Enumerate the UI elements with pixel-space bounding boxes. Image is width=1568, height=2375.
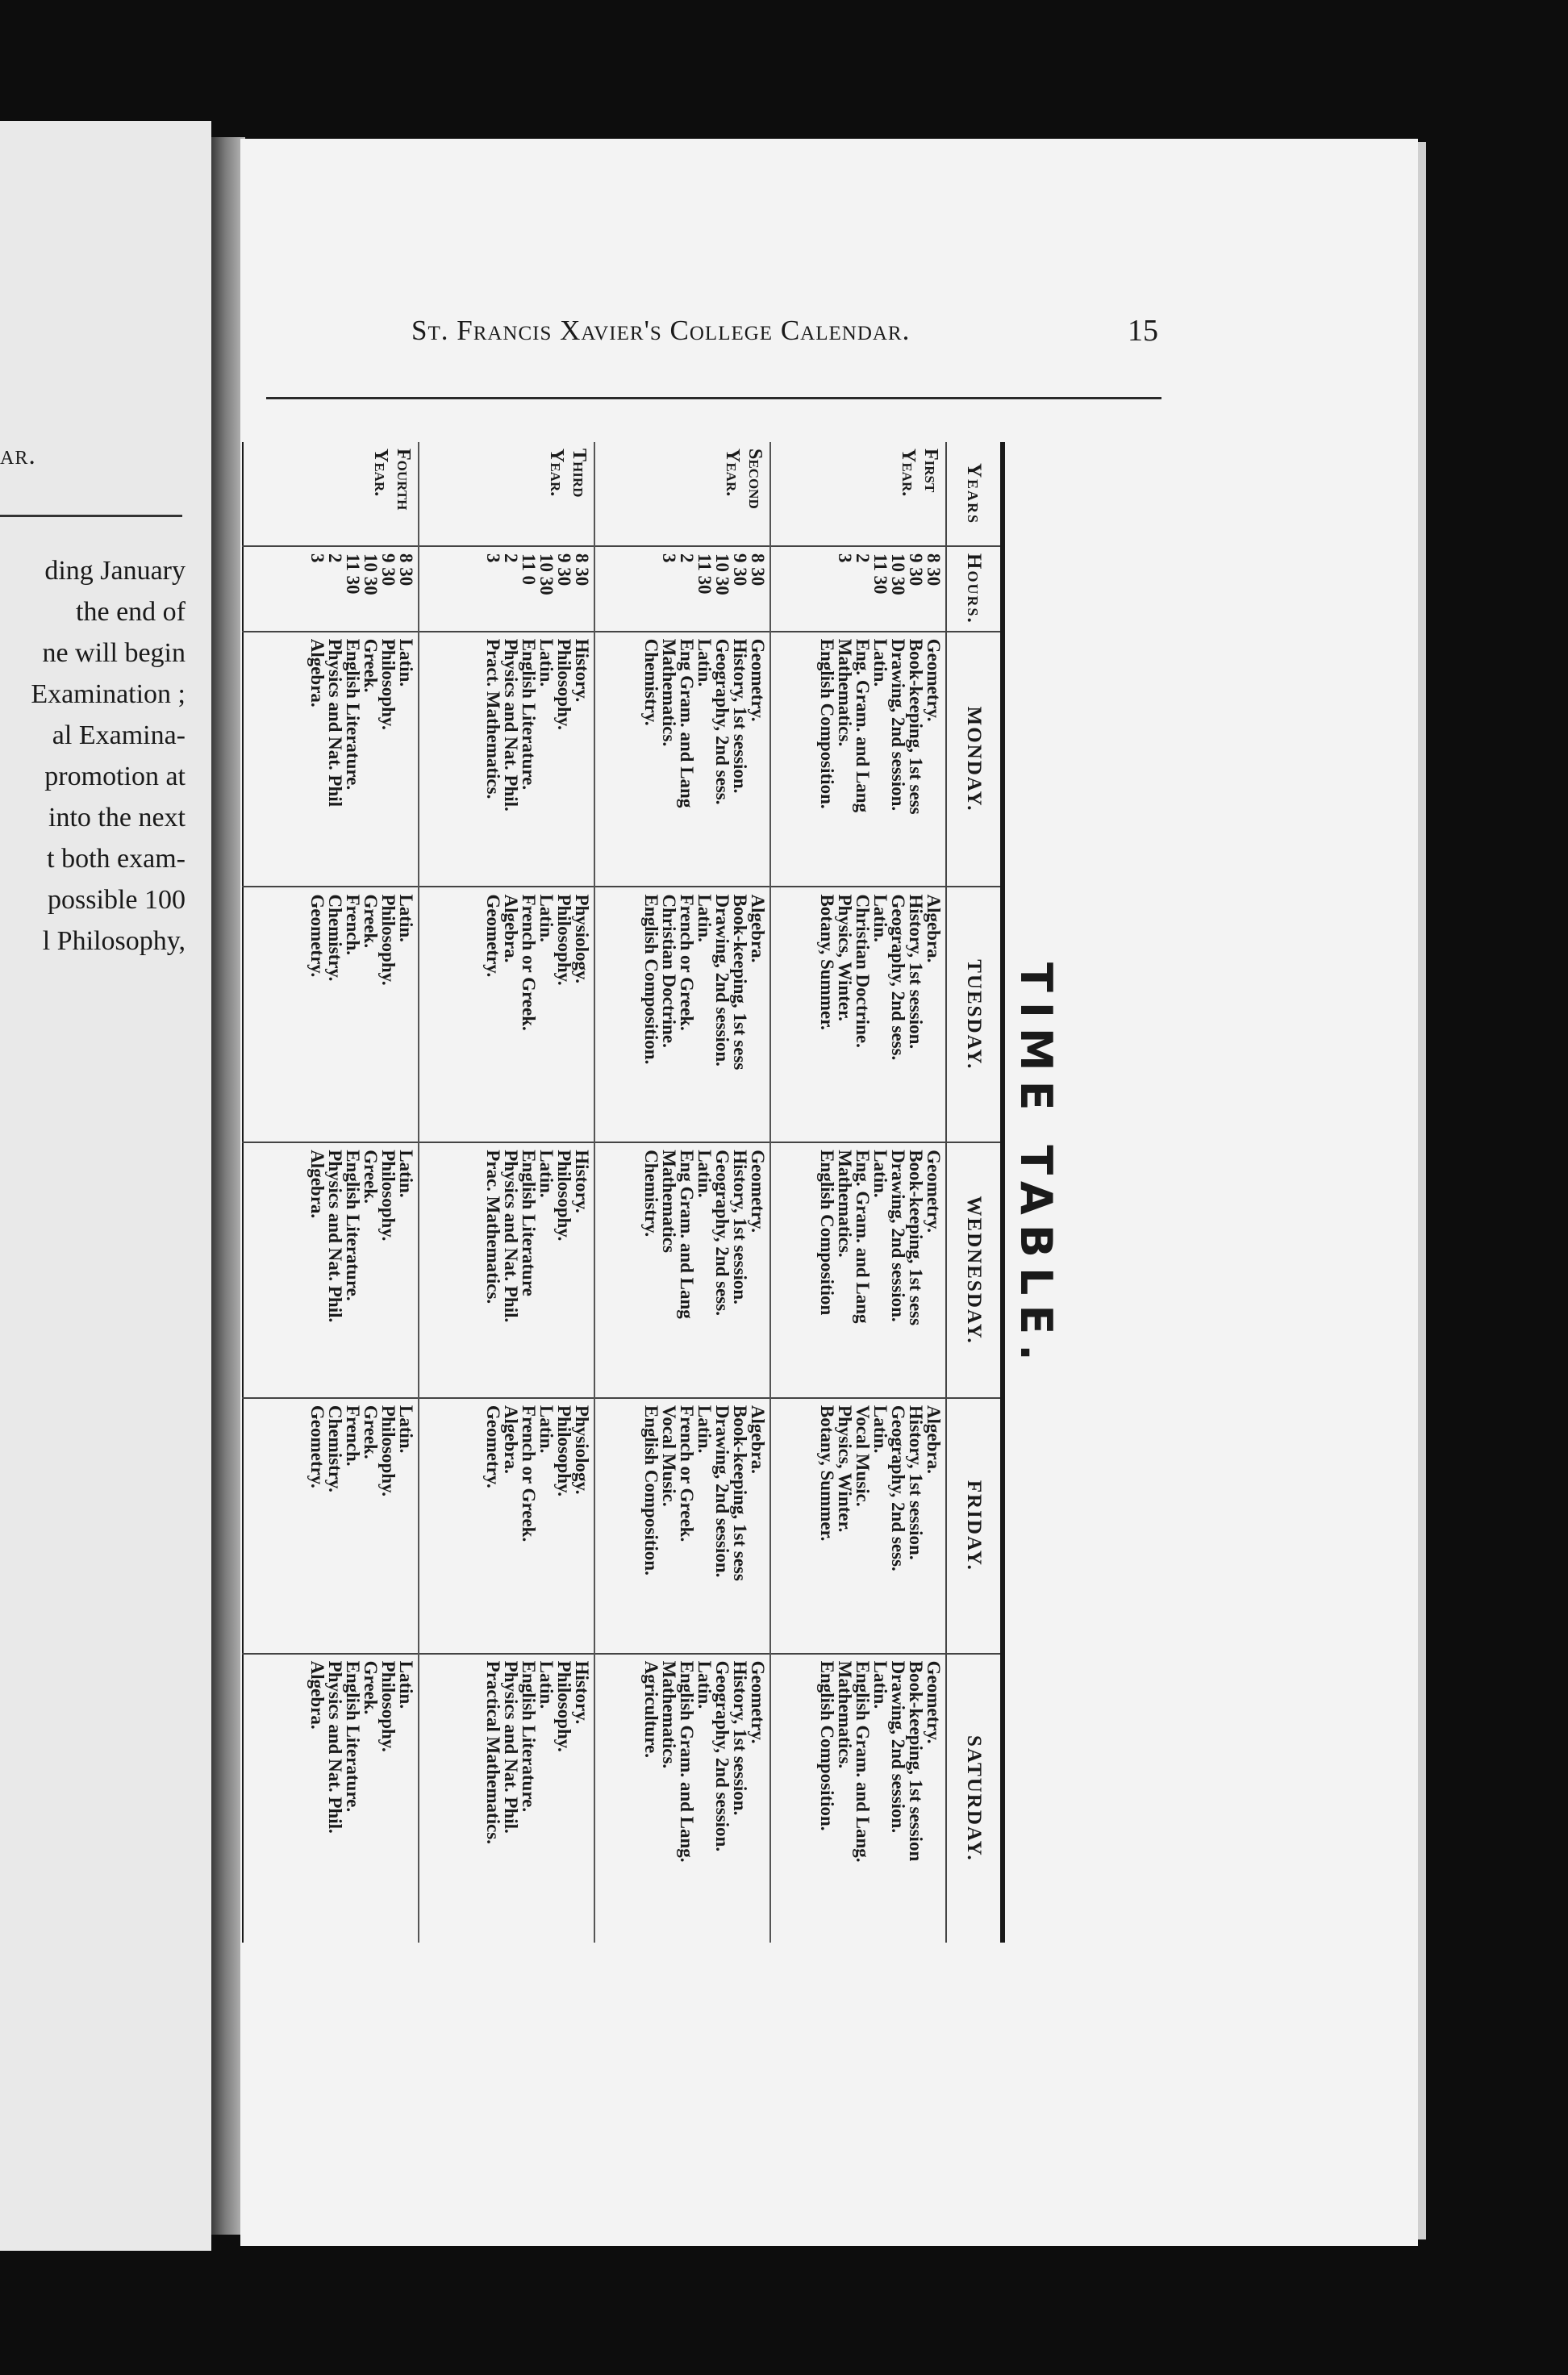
subject-entry: Geometry. — [307, 1405, 327, 1488]
hour-entry: 3 — [483, 553, 503, 563]
subject-entry: Latin. — [870, 1405, 890, 1454]
subject-entry: Philosophy. — [554, 894, 574, 986]
subject-entry: History. — [572, 638, 592, 703]
header-monday: MONDAY. — [946, 632, 1003, 887]
subject-entry: Book-keeping, 1st sess — [906, 638, 926, 815]
subject-entry: Philosophy. — [554, 1150, 574, 1242]
subject-entry: Book-keeping, 1st sess — [730, 1405, 750, 1581]
hour-entry: 8 30 — [924, 553, 944, 586]
table-row — [243, 442, 419, 1943]
saturday-cell — [594, 1654, 770, 1943]
subject-entry: Philosophy. — [378, 1150, 398, 1242]
subject-entry: History, 1st session. — [730, 1660, 750, 1816]
previous-page-line — [0, 838, 186, 879]
table-row — [419, 442, 594, 1943]
previous-page-line — [0, 879, 186, 920]
subject-entry: Physics, Winter. — [835, 1405, 855, 1533]
saturday-cell — [770, 1654, 946, 1943]
subject-entry: Drawing, 2nd session. — [888, 1150, 908, 1322]
subject-entry: Book-keeping, 1st session — [906, 1660, 926, 1862]
subject-entry: Latin. — [870, 1150, 890, 1198]
subject-entry: Algebra. — [307, 638, 327, 707]
timetable-body — [243, 442, 946, 1943]
subject-entry: Chemistry. — [641, 1150, 661, 1238]
subject-entry: English Gram. and Lang. — [853, 1660, 873, 1863]
subject-entry: Algebra. — [501, 894, 521, 963]
subject-entry: Eng Gram. and Lang — [677, 638, 697, 808]
subject-entry: Eng. Gram. and Lang — [853, 638, 873, 813]
subject-entry: Geography, 2nd sess. — [888, 1405, 908, 1572]
hour-entry: 9 30 — [378, 553, 398, 586]
subject-entry: Botany, Summer. — [817, 894, 837, 1030]
hours-cell — [770, 546, 946, 632]
header-tuesday: TUESDAY. — [946, 887, 1003, 1142]
previous-page-line — [0, 632, 186, 674]
subject-entry: Geography, 2nd sess. — [712, 638, 732, 805]
hour-entry: 9 30 — [906, 553, 926, 586]
monday-cell — [419, 632, 594, 887]
subject-entry: English Literature. — [343, 1150, 363, 1301]
header-rule — [266, 397, 1161, 399]
subject-entry: Latin. — [396, 638, 416, 687]
year-cell: First Year. — [770, 442, 946, 546]
subject-entry: Algebra. — [501, 1405, 521, 1474]
table-row — [770, 442, 946, 1943]
subject-entry: French or Greek. — [519, 1405, 539, 1542]
previous-page — [0, 121, 211, 2251]
previous-page-line — [0, 550, 186, 591]
subject-entry: Philosophy. — [554, 1405, 574, 1497]
subject-entry: Greek. — [361, 638, 381, 693]
subject-entry: French. — [343, 894, 363, 956]
hours-cell — [594, 546, 770, 632]
friday-cell — [419, 1398, 594, 1654]
subject-entry: Geography, 2nd session. — [712, 1660, 732, 1852]
subject-entry: Book-keeping, 1st sess — [906, 1150, 926, 1326]
previous-page-line — [0, 797, 186, 838]
subject-entry: Agriculture. — [641, 1660, 661, 1758]
subject-entry: Drawing, 2nd session. — [712, 1405, 732, 1578]
subject-entry: Latin. — [396, 1660, 416, 1709]
previous-page-line — [0, 674, 186, 715]
subject-entry: Drawing, 2nd session. — [888, 1660, 908, 1834]
subject-entry: Latin. — [396, 1150, 416, 1198]
hour-entry: 8 30 — [748, 553, 768, 586]
subject-entry: Philosophy. — [378, 1405, 398, 1497]
timetable-title: TIME TABLE. — [1011, 962, 1061, 1371]
subject-entry: English Gram. and Lang. — [677, 1660, 697, 1863]
wednesday-cell — [419, 1142, 594, 1398]
previous-page-line — [0, 591, 186, 632]
hour-entry: 11 30 — [343, 553, 363, 595]
subject-entry: Physics and Nat. Phil. — [501, 1150, 521, 1323]
subject-entry: Chemistry. — [325, 1405, 345, 1492]
hour-entry: 10 30 — [712, 553, 732, 595]
subject-entry: Latin. — [870, 894, 890, 942]
subject-entry: Geometry. — [307, 894, 327, 978]
subject-entry: Algebra. — [924, 894, 944, 963]
subject-entry: Mathematics — [659, 1150, 679, 1253]
subject-entry: Chemistry. — [325, 894, 345, 982]
previous-page-line — [0, 715, 186, 756]
subject-entry: Geometry. — [748, 1660, 768, 1744]
friday-cell — [770, 1398, 946, 1654]
subject-entry: Philosophy. — [378, 638, 398, 730]
previous-page-line-text: promotion at — [44, 762, 186, 791]
subject-entry: History. — [572, 1150, 592, 1213]
subject-entry: Greek. — [361, 1150, 381, 1204]
hour-entry: 2 — [677, 553, 697, 563]
wednesday-cell — [243, 1142, 419, 1398]
hour-entry: 11 30 — [694, 553, 715, 595]
subject-entry: English Composition. — [641, 1405, 661, 1576]
subject-entry: Geography, 2nd sess. — [888, 894, 908, 1061]
tuesday-cell — [243, 887, 419, 1142]
subject-entry: French or Greek. — [519, 894, 539, 1031]
subject-entry: Latin. — [536, 1405, 557, 1454]
subject-entry: Geography, 2nd sess. — [712, 1150, 732, 1316]
hours-cell — [243, 546, 419, 632]
subject-entry: Geometry. — [924, 638, 944, 722]
subject-entry: English Composition. — [641, 894, 661, 1065]
subject-entry: Greek. — [361, 1660, 381, 1715]
hour-entry: 11 0 — [519, 553, 539, 585]
year-cell: Fourth Year. — [370, 449, 414, 511]
year-cell: Second Year. — [594, 442, 770, 546]
subject-entry: Algebra. — [748, 1405, 768, 1474]
subject-entry: Geometry. — [924, 1660, 944, 1744]
previous-page-line-text: l Philosophy, — [42, 926, 186, 956]
timetable-header-row — [946, 442, 1003, 1943]
hour-entry: 2 — [325, 553, 345, 563]
subject-entry: Latin. — [396, 1405, 416, 1454]
subject-entry: French or Greek. — [677, 894, 697, 1031]
subject-entry: Eng. Gram. and Lang — [853, 1150, 873, 1324]
subject-entry: English Composition. — [817, 1660, 837, 1831]
previous-page-header: ar. — [0, 440, 36, 470]
tuesday-cell — [770, 887, 946, 1142]
previous-page-line-text: into the next — [48, 803, 186, 833]
subject-entry: Practical Mathematics. — [483, 1660, 503, 1845]
subject-entry: Pract. Mathematics. — [483, 638, 503, 799]
subject-entry: Latin. — [694, 1660, 715, 1709]
previous-page-line-text: the end of — [76, 597, 186, 627]
hour-entry: 2 — [853, 553, 873, 563]
timetable — [242, 442, 1005, 1943]
subject-entry: Geometry. — [483, 1405, 503, 1488]
hour-entry: 3 — [659, 553, 679, 563]
hour-entry: 3 — [835, 553, 855, 563]
subject-entry: Mathematics. — [835, 1660, 855, 1769]
running-title: St. Francis Xavier's College Calendar. — [411, 315, 911, 346]
header-wednesday: WEDNESDAY. — [946, 1142, 1003, 1398]
hour-entry: 8 30 — [396, 553, 416, 586]
subject-entry: Geometry. — [748, 638, 768, 722]
friday-cell — [243, 1398, 419, 1654]
subject-entry: Physiology. — [572, 894, 592, 984]
header-saturday: SATURDAY. — [946, 1654, 1003, 1943]
hour-entry: 10 30 — [536, 553, 557, 595]
subject-entry: History, 1st session. — [906, 894, 926, 1050]
subject-entry: History, 1st session. — [730, 638, 750, 794]
subject-entry: Latin. — [536, 894, 557, 942]
subject-entry: Latin. — [694, 638, 715, 687]
hour-entry: 8 30 — [572, 553, 592, 586]
subject-entry: Drawing, 2nd session. — [712, 894, 732, 1066]
subject-entry: Geometry. — [924, 1150, 944, 1233]
previous-page-rule — [0, 515, 182, 517]
subject-entry: Mathematics. — [835, 1150, 855, 1258]
page-edge — [1418, 142, 1426, 2239]
subject-entry: Latin. — [870, 638, 890, 687]
subject-entry: Latin. — [870, 1660, 890, 1709]
hour-entry: 3 — [307, 553, 327, 563]
subject-entry: Latin. — [536, 638, 557, 687]
table-row — [594, 442, 770, 1943]
tuesday-cell — [419, 887, 594, 1142]
subject-entry: Chemistry. — [641, 638, 661, 726]
subject-entry: English Composition. — [817, 638, 837, 809]
header-friday: FRIDAY. — [946, 1398, 1003, 1654]
subject-entry: Eng Gram. and Lang — [677, 1150, 697, 1319]
subject-entry: Greek. — [361, 1405, 381, 1459]
subject-entry: Physics, Winter. — [835, 894, 855, 1021]
saturday-cell — [243, 1654, 419, 1943]
subject-entry: English Literature. — [519, 638, 539, 791]
hour-entry: 2 — [501, 553, 521, 563]
subject-entry: English Literature. — [343, 1660, 363, 1813]
hour-entry: 10 30 — [361, 553, 381, 595]
subject-entry: Physics and Nat. Phil. — [325, 1150, 345, 1323]
previous-page-line — [0, 756, 186, 797]
monday-cell — [594, 632, 770, 887]
previous-page-line-text: ne will begin — [42, 638, 186, 668]
monday-cell — [243, 632, 419, 887]
subject-entry: History. — [572, 1660, 592, 1725]
subject-entry: Book-keeping, 1st sess — [730, 894, 750, 1071]
header-years: Years — [946, 442, 1003, 546]
hours-cell — [419, 546, 594, 632]
friday-cell — [594, 1398, 770, 1654]
subject-entry: Algebra. — [924, 1405, 944, 1474]
previous-page-line — [0, 920, 186, 962]
subject-entry: Latin. — [694, 1405, 715, 1454]
subject-entry: Algebra. — [307, 1660, 327, 1730]
subject-entry: Physics and Nat. Phil. — [501, 638, 521, 812]
subject-entry: Mathematics. — [659, 1660, 679, 1769]
subject-entry: Philosophy. — [554, 638, 574, 730]
subject-entry: History, 1st session. — [906, 1405, 926, 1560]
previous-page-line-text: al Examina- — [52, 720, 186, 750]
previous-page-line-text: Examination ; — [31, 679, 186, 709]
subject-entry: Mathematics. — [835, 638, 855, 747]
subject-entry: Vocal Music. — [659, 1405, 679, 1507]
subject-entry: Prac. Mathematics. — [483, 1150, 503, 1304]
hour-entry: 10 30 — [888, 553, 908, 595]
subject-entry: Latin. — [396, 894, 416, 942]
saturday-cell — [419, 1654, 594, 1943]
monday-cell — [770, 632, 946, 887]
hour-entry: 9 30 — [554, 553, 574, 586]
subject-entry: English Literature. — [343, 638, 363, 791]
subject-entry: Physiology. — [572, 1405, 592, 1495]
subject-entry: Mathematics. — [659, 638, 679, 747]
wednesday-cell — [770, 1142, 946, 1398]
subject-entry: Geometry. — [483, 894, 503, 978]
subject-entry: Physics and Nat. Phil. — [325, 1660, 345, 1834]
subject-entry: Philosophy. — [378, 1660, 398, 1752]
subject-entry: Greek. — [361, 894, 381, 949]
subject-entry: Christian Doctrine. — [659, 894, 679, 1048]
subject-entry: Philosophy. — [378, 894, 398, 986]
subject-entry: Latin. — [536, 1660, 557, 1709]
hour-entry: 11 30 — [870, 553, 890, 595]
subject-entry: French or Greek. — [677, 1405, 697, 1542]
timetable-rotated-block — [307, 442, 1061, 1943]
subject-entry: English Literature — [519, 1150, 539, 1296]
tuesday-cell — [594, 887, 770, 1142]
hour-entry: 9 30 — [730, 553, 750, 586]
header-hours: Hours. — [946, 546, 1003, 632]
wednesday-cell — [594, 1142, 770, 1398]
page-number: 15 — [1128, 314, 1158, 348]
subject-entry: Christian Doctrine. — [853, 894, 873, 1048]
previous-page-line-text: possible 100 — [48, 885, 186, 915]
subject-entry: Latin. — [536, 1150, 557, 1198]
subject-entry: English Composition — [817, 1150, 837, 1316]
previous-page-text — [0, 550, 186, 962]
subject-entry: Algebra. — [307, 1150, 327, 1219]
subject-entry: Geometry. — [748, 1150, 768, 1233]
subject-entry: Algebra. — [748, 894, 768, 963]
year-cell: Third Year. — [419, 442, 594, 546]
subject-entry: Physics and Nat. Phil. — [501, 1660, 521, 1834]
subject-entry: Latin. — [694, 894, 715, 942]
subject-entry: Drawing, 2nd session. — [888, 638, 908, 812]
previous-page-line-text: ding January — [44, 556, 186, 586]
subject-entry: Latin. — [694, 1150, 715, 1198]
previous-page-line-text: t both exam- — [47, 844, 186, 874]
subject-entry: Physics and Nat. Phil — [325, 638, 345, 808]
subject-entry: English Literature. — [519, 1660, 539, 1813]
subject-entry: Vocal Music. — [853, 1405, 873, 1507]
subject-entry: History, 1st session. — [730, 1150, 750, 1304]
subject-entry: Botany, Summer. — [817, 1405, 837, 1542]
subject-entry: Philosophy. — [554, 1660, 574, 1752]
subject-entry: French. — [343, 1405, 363, 1467]
